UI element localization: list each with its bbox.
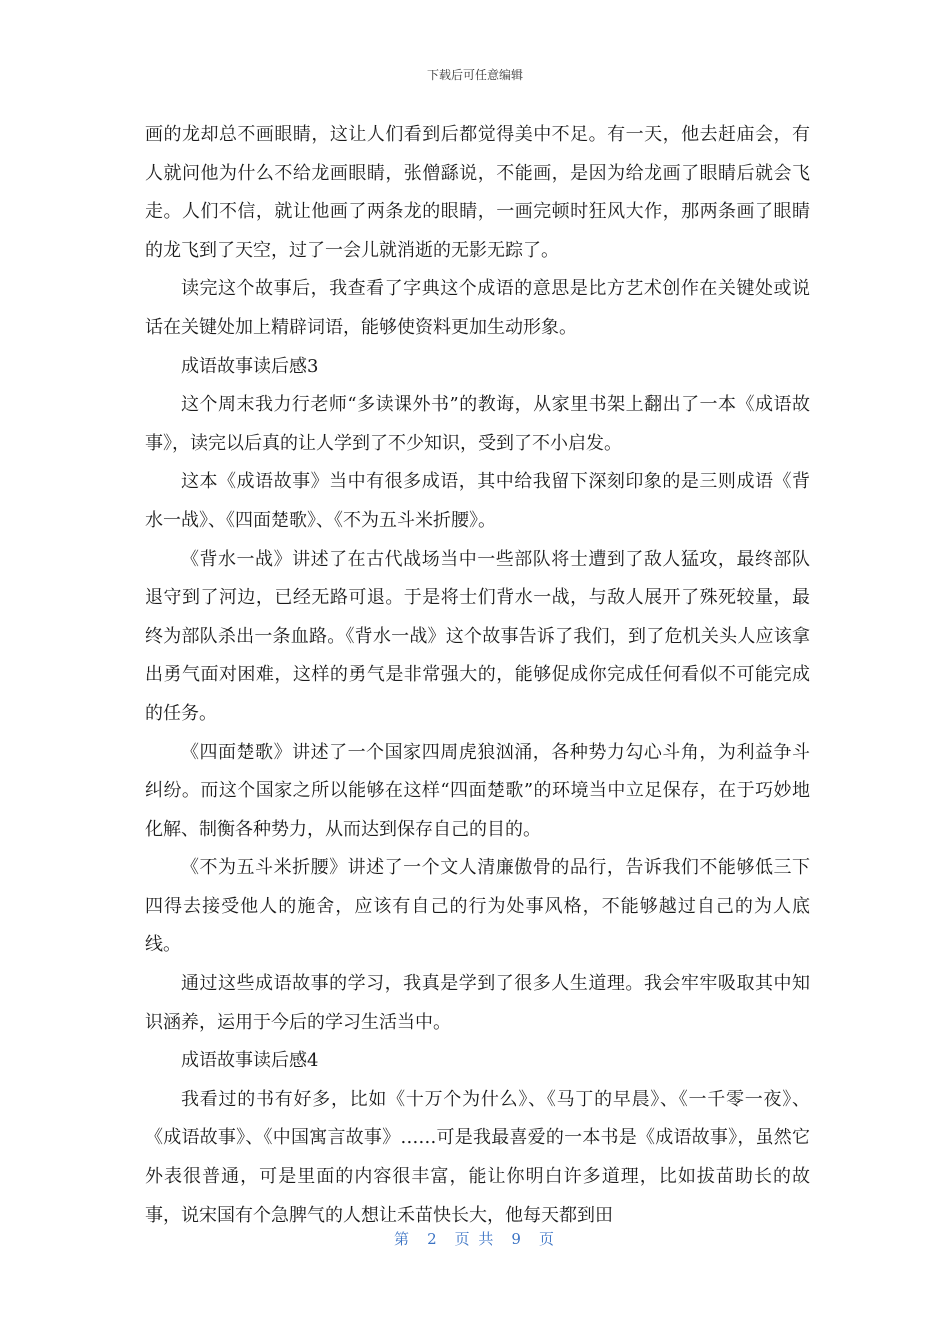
footer-middle: 页 共 [454, 1230, 496, 1248]
paragraph: 我看过的书有好多，比如《十万个为什么》、《马丁的早晨》、《一千零一夜》、《成语故事》、《中国寓言故事》……可是我最喜爱的一本书是《成语故事》，虽然它外表很普通，可是里面的内容很丰富，能让你明白许多道理，比如拔苗助长的故事，说宋国有个急脾气的人想让禾苗快长大，他每天都到田 [145, 1088, 810, 1226]
paragraph: 《背水一战》讲述了在古代战场当中一些部队将士遭到了敌人猛攻，最终部队退守到了河边，已经无路可退。于是将士们背水一战，与敌人展开了殊死较量，最终为部队杀出一条血路。《背水一战》这个故事告诉了我们，到了危机关头人应该拿出勇气面对困难，这样的勇气是非常强大的，能够促成你完成任何看似不可能完成的任务。 [145, 548, 810, 724]
footer-prefix: 第 [394, 1230, 412, 1248]
paragraph: 画的龙却总不画眼睛，这让人们看到后都觉得美中不足。有一天，他去赶庙会，有人就问他为什么不给龙画眼睛，张僧繇说，不能画，是因为给龙画了眼睛后就会飞走。人们不信，就让他画了两条龙的眼睛，一画完顿时狂风大作，那两条画了眼睛的龙飞到了天空，过了一会儿就消逝的无影无踪了。 [145, 124, 810, 261]
paragraph: 《不为五斗米折腰》讲述了一个文人清廉傲骨的品行，告诉我们不能够低三下四得去接受他人的施舍，应该有自己的行为处事风格，不能够越过自己的为人底线。 [145, 857, 810, 956]
section-heading: 成语故事读后感3 [181, 355, 319, 377]
footer-total-pages: 9 [511, 1230, 523, 1248]
page-footer [0, 1228, 950, 1249]
page-header: 下载后可任意编辑 [426, 68, 523, 82]
paragraph: 这本《成语故事》当中有很多成语，其中给我留下深刻印象的是三则成语《背水一战》、《四面楚歌》、《不为五斗米折腰》。 [145, 471, 810, 531]
footer-suffix: 页 [538, 1230, 556, 1248]
paragraph: 读完这个故事后，我查看了字典这个成语的意思是比方艺术创作在关键处或说话在关键处加上精辟词语，能够使资料更加生动形象。 [145, 278, 810, 338]
paragraph: 这个周末我力行老师“多读课外书”的教诲，从家里书架上翻出了一本《成语故事》，读完以后真的让人学到了不少知识，受到了不小启发。 [145, 394, 810, 454]
paragraph: 通过这些成语故事的学习，我真是学到了很多人生道理。我会牢牢吸取其中知识涵养，运用于今后的学习生活当中。 [145, 973, 810, 1033]
section-heading: 成语故事读后感4 [181, 1050, 319, 1072]
document-body [145, 116, 810, 1235]
paragraph: 《四面楚歌》讲述了一个国家四周虎狼汹涌，各种势力勾心斗角，为利益争斗纠纷。而这个国家之所以能够在这样“四面楚歌”的环境当中立足保存，在于巧妙地化解、制衡各种势力，从而达到保存自己的目的。 [145, 741, 810, 840]
footer-page-number: 2 [427, 1230, 439, 1248]
